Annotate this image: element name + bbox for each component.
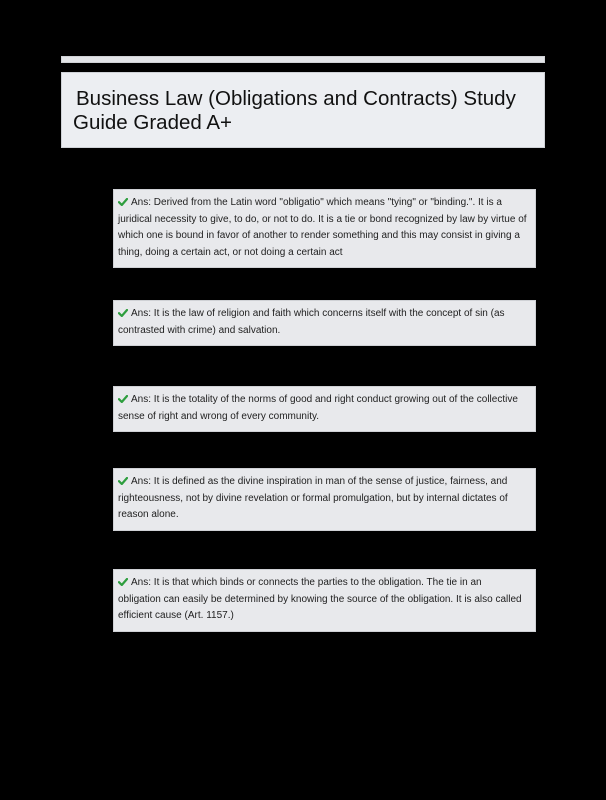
top-divider (61, 56, 545, 63)
checkmark-icon (118, 309, 128, 317)
checkmark-icon (118, 198, 128, 206)
answer-text: Ans: It is that which binds or connects the parties to the obligation. The tie in an obligation can easily be determined by knowing the source of the obligation. It is also called efficient cause (Art. 1157.) (118, 577, 522, 621)
answer-card-5 (113, 569, 536, 632)
checkmark-icon (118, 477, 128, 485)
answer-card-3 (113, 386, 536, 432)
answer-text: Ans: Derived from the Latin word "obligatio" which means "tying" or "binding.". It is a juridical necessity to give, to do, or not to do. It is a tie or bond recognized by law by virtue of which one is bound in favor of another to render something and this may consist in giving a thing, doing a certain act, or not doing a certain act (118, 197, 527, 258)
answer-text: Ans: It is the totality of the norms of good and right conduct growing out of the collective sense of right and wrong of every community. (118, 394, 518, 422)
answer-card-2 (113, 300, 536, 346)
checkmark-icon (118, 395, 128, 403)
answer-card-4 (113, 468, 536, 531)
checkmark-icon (118, 578, 128, 586)
page-title: Business Law (Obligations and Contracts) Study Guide Graded A+ (73, 87, 516, 134)
title-card (61, 72, 545, 148)
answer-text: Ans: It is defined as the divine inspiration in man of the sense of justice, fairness, and righteousness, not by divine revelation or formal promulgation, but by internal dictates of reason alone. (118, 476, 508, 520)
answer-text: Ans: It is the law of religion and faith which concerns itself with the concept of sin (as contrasted with crime) and salvation. (118, 308, 505, 336)
answer-card-1 (113, 189, 536, 268)
